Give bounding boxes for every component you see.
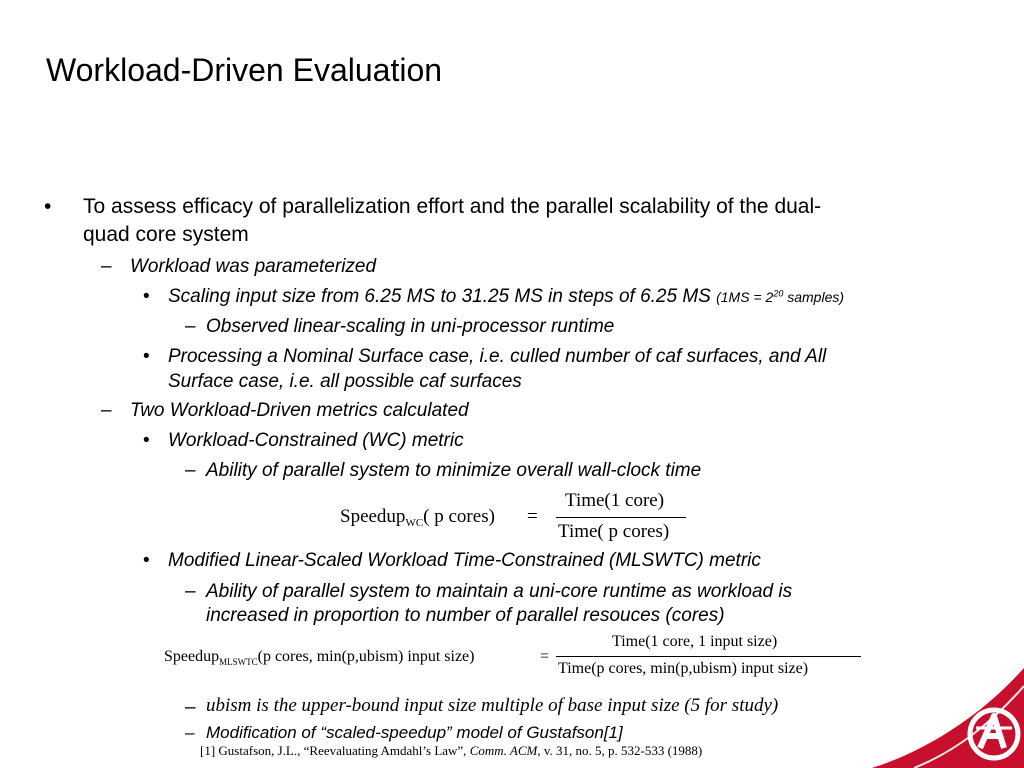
bullet-marker: • (44, 195, 52, 218)
footnote (200, 743, 702, 759)
sub-bullet-marker: • (143, 346, 150, 367)
bullet-text-line1: To assess efficacy of parallelization effort and the parallel scalability of the dual- (83, 195, 822, 218)
ai-logo-icon (844, 668, 1024, 768)
eq2-lhs (164, 648, 474, 667)
sub-sub-marker: – (185, 316, 196, 337)
eq1-numerator: Time(1 core) (565, 490, 665, 511)
sub-sub-marker: – (185, 697, 196, 718)
bullet-text-line2: quad core system (83, 223, 249, 246)
sub-sub-marker: – (185, 581, 196, 602)
sub-marker: – (101, 256, 112, 277)
eq2-numerator: Time(1 core, 1 input size) (612, 633, 778, 650)
sub-bullet-marker: • (143, 550, 150, 571)
sub-sub-marker: – (185, 723, 195, 742)
sub-sub-text-line1: Ability of parallel system to maintain a uni-core runtime as workload is (206, 581, 793, 602)
sub-sub-text: Ability of parallel system to minimize overall wall-clock time (206, 460, 702, 481)
sub-text: Two Workload-Driven metrics calculated (130, 400, 469, 421)
footnote-post: v. 31, no. 5, p. 532-533 (1988) (540, 743, 703, 758)
eq1-lhs (340, 506, 495, 529)
sub-sub-text: Modification of “scaled-speedup” model of Gustafson[1] (206, 723, 623, 742)
sub-bullet-text (168, 284, 844, 310)
ms-note-post: samples) (783, 289, 845, 305)
ubism-note: ubism is the upper-bound input size multiple of base input size (5 for study) (206, 695, 779, 716)
sub-bullet-text-line2: Surface case, i.e. all possible caf surfaces (168, 371, 522, 392)
eq2-subscript: MLSWTC (219, 657, 258, 667)
ms-note-pre: (1MS = 2 (716, 289, 774, 305)
eq1-argument: ( p cores) (423, 506, 495, 527)
eq2-equals: = (540, 648, 550, 665)
footnote-journal: Comm. ACM, (469, 743, 541, 758)
eq1-denominator: Time( p cores) (558, 521, 670, 542)
eq1-equals: = (527, 506, 538, 527)
sub-bullet-text: Modified Linear-Scaled Workload Time-Constrained (MLSWTC) metric (168, 550, 761, 571)
sub-marker: – (101, 400, 112, 421)
ms-note (716, 289, 844, 305)
eq1-speedup: Speedup (340, 506, 406, 527)
sub-sub-text-line2: increased in proportion to number of parallel resouces (cores) (206, 605, 725, 626)
scaling-text: Scaling input size from 6.25 MS to 31.25 MS in steps of 6.25 MS (168, 286, 711, 307)
ms-note-exponent: 20 (773, 288, 784, 299)
sub-bullet-marker: • (143, 286, 150, 307)
sub-sub-text: Observed linear-scaling in uni-processor runtime (206, 316, 615, 337)
sub-sub-marker: – (185, 460, 196, 481)
eq2-fraction-bar (556, 656, 861, 657)
eq2-speedup: Speedup (164, 648, 220, 665)
sub-bullet-text: Workload-Constrained (WC) metric (168, 430, 464, 451)
sub-bullet-marker: • (143, 430, 150, 451)
eq2-denominator: Time(p cores, min(p,ubism) input size) (558, 660, 809, 677)
sub-text: Workload was parameterized (130, 256, 377, 277)
eq2-argument: (p cores, min(p,ubism) input size) (257, 648, 475, 665)
footnote-pre: [1] Gustafson, J.L., “Reevaluating Amdahl’s Law”, (200, 743, 470, 758)
eq1-subscript: WC (405, 517, 424, 529)
sub-bullet-text-line1: Processing a Nominal Surface case, i.e. culled number of caf surfaces, and All (168, 346, 827, 367)
slide-title: Workload-Driven Evaluation (46, 52, 443, 88)
eq1-fraction-bar (556, 517, 686, 518)
